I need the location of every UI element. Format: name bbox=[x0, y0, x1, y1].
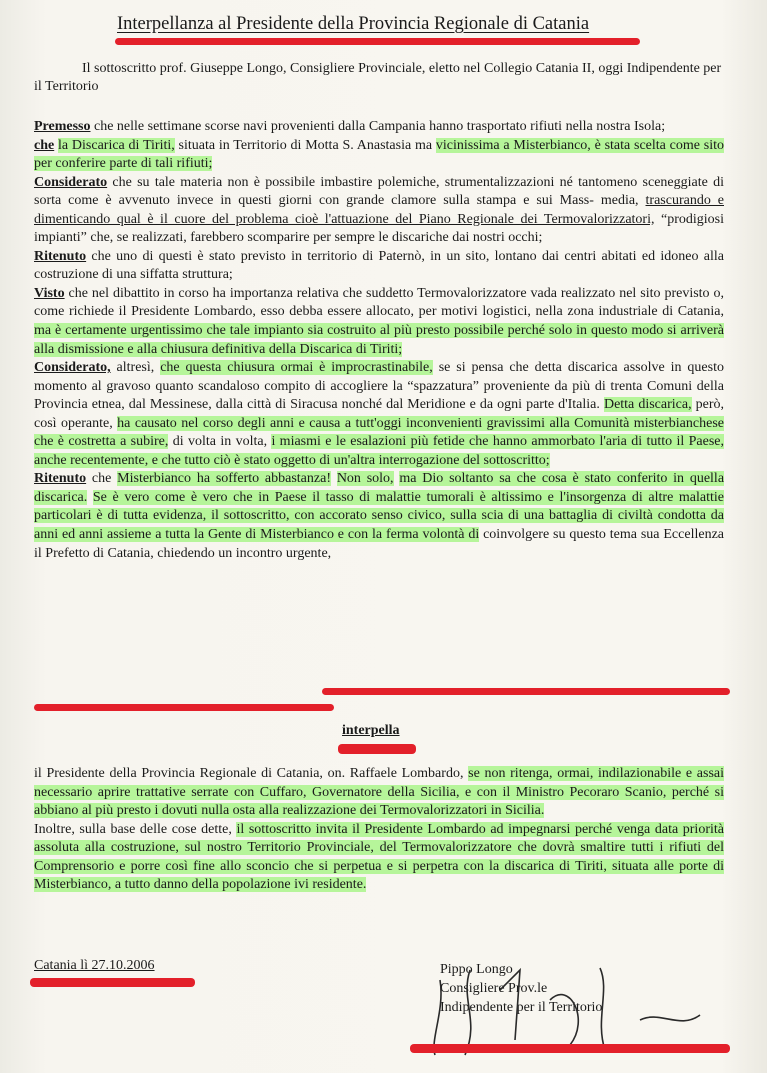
keyword: Considerato bbox=[34, 174, 108, 190]
highlighted-text: i miasmi e le esalazioni più fetide che hanno ammorbato l'aria di tutto il Paese, anche recentemente, e che tutto ciò è stato oggetto di un'altra interrogazione del sottoscritto; bbox=[34, 434, 725, 468]
text: il Presidente della Provincia Regionale di Catania, on. Raffaele Lombardo, bbox=[34, 766, 469, 781]
text: che nel dibattito in corso ha importanza relativa che suddetto Termovalorizzatore vada realizzato nel sito previsto o, come richiede il Presidente Lombardo, esso debba essere allocato, per motivi logistici, nella zona industriale di Catania, bbox=[34, 285, 724, 320]
text: di volta in volta, bbox=[168, 434, 272, 450]
paragraph-considerato bbox=[34, 174, 724, 248]
paragraph-visto bbox=[34, 285, 724, 359]
keyword: che bbox=[34, 137, 55, 153]
text: situata in Territorio di Motta S. Anastasia ma bbox=[174, 137, 436, 153]
text: se si pensa che detta discarica assolve in questo momento al gravoso quanto scandaloso compito di accogliere la “spazzatura” proveniente da più di trenta Comuni della Provincia etnea, dal Messinese, dalla città di Siracusa nonché dal Meridione e da ogni parte d'Italia. bbox=[34, 360, 724, 413]
signature-group: Indipendente per il Territorio bbox=[440, 1000, 603, 1015]
highlighted-text: che questa chiusura ormai è improcrastinabile, bbox=[160, 360, 433, 376]
text: che bbox=[86, 471, 118, 487]
keyword: Visto bbox=[34, 285, 65, 301]
document-date: Catania lì 27.10.2006 bbox=[34, 958, 155, 973]
highlighted-text: ma Dio soltanto sa che cosa è stato conferito in quella discarica. bbox=[34, 471, 725, 505]
text: che su tale materia non è possibile imbastire polemiche, strumentalizzazioni né tantomeno sceneggiate di sorta come è avvenuto invece in questi giorni con grande clamore sulla stampa e sui Mass- media, bbox=[34, 174, 724, 209]
red-marker-date bbox=[30, 978, 195, 987]
red-marker-title bbox=[115, 38, 640, 45]
red-marker-catania bbox=[34, 704, 334, 711]
text: però, così operante, bbox=[34, 397, 725, 431]
highlighted-text: vicinissima a Misterbianco, è stata scelta come sito per conferire parte di tali rifiuti; bbox=[34, 137, 725, 172]
document-body bbox=[34, 118, 724, 563]
keyword: Ritenuto bbox=[34, 471, 87, 487]
paragraph-che bbox=[34, 137, 724, 174]
highlighted-text: ha causato nel corso degli anni e causa a tutt'oggi inconvenienti gravissimi alla Comunità misterbianchese che è costretta a subire, bbox=[34, 415, 724, 450]
text: altresì, bbox=[110, 360, 161, 376]
interpella-heading: interpella bbox=[342, 723, 400, 738]
text: che nelle settimane scorse navi provenienti dalla Campania hanno trasportato rifiuti nella nostra Isola; bbox=[90, 119, 666, 134]
document-title: Interpellanza al Presidente della Provincia Regionale di Catania bbox=[117, 14, 590, 34]
signature-name: Pippo Longo bbox=[440, 962, 513, 977]
paragraph-ritenuto-misterbianco bbox=[34, 470, 724, 563]
keyword: Considerato, bbox=[34, 360, 111, 376]
red-marker-interpella bbox=[338, 744, 416, 754]
text: coinvolgere su questo tema sua Eccellenza il Prefetto di Catania, chiedendo un incontro urgente, bbox=[34, 527, 724, 561]
paragraph-ritenuto bbox=[34, 248, 724, 285]
document-body-after bbox=[34, 765, 724, 895]
text: che uno di questi è stato previsto in territorio di Paternò, in un sito, lontano dai centri abitati ed idoneo alla costruzione di una siffatta struttura; bbox=[34, 248, 724, 283]
highlighted-text: Misterbianco ha sofferto abbastanza! bbox=[117, 471, 331, 487]
intro-paragraph: Il sottoscritto prof. Giuseppe Longo, Consigliere Provinciale, eletto nel Collegio Catania II, oggi Indipendente per il Territorio bbox=[34, 61, 722, 94]
highlighted-text: Detta discarica, bbox=[603, 397, 692, 413]
highlighted-text: Se è vero come è vero che in Paese il tasso di malattie tumorali è altissimo e l'insorgenza di altre malattie particolari è di tutta evidenza, il sottoscritto, con accorato senso civico, sulla scia di una battaglia di civiltà condotta da anni ed anni assieme a tutta la Gente di Misterbianco e con la ferma volontà di bbox=[34, 489, 724, 543]
highlighted-text: la Discarica di Tiriti, bbox=[58, 137, 175, 153]
paragraph-considerato-altresi bbox=[34, 359, 724, 470]
text: Inoltre, sulla base delle cose dette, bbox=[34, 821, 237, 837]
paragraph-inoltre bbox=[34, 821, 724, 895]
highlighted-text: se non ritenga, ormai, indilazionabile e assai necessario aprire trattative serrate con Cuffaro, Governatore della Sicilia, e con il Ministro Pecoraro Scanio, perché si abbiano al più presto i dovuti nulla osta alla realizzazione dei Termovalorizzatori in Sicilia. bbox=[34, 766, 724, 818]
red-marker-prefetto bbox=[322, 688, 730, 695]
signature-role: Consigliere Prov.le bbox=[440, 981, 548, 996]
highlighted-text: Non solo, bbox=[336, 471, 394, 487]
text bbox=[331, 471, 337, 486]
keyword: Premesso bbox=[34, 119, 91, 134]
highlighted-text: ma è certamente urgentissimo che tale impianto sia costruito al più presto possibile perché solo in questo modo si arriverà alla dismissione e alla chiusura definitiva della Discarica di Tiriti; bbox=[34, 323, 724, 357]
paragraph-presidente bbox=[34, 765, 724, 821]
highlighted-text: il sottoscritto invita il Presidente Lombardo ad impegnarsi perché venga data priorità assoluta alla costruzione, sul nostro Territorio Provinciale, del Termovalorizzatore che dovrà smaltire tutti i rifiuti del Comprensorio e porre così fine allo sconcio che si perpetua e si perpetra con la discarica di Tiriti, situata alle porte di Misterbianco, a tutto danno della popolazione ivi residente. bbox=[34, 821, 724, 892]
underlined-text: trascurando e dimenticando qual è il cuore del problema cioè l'attuazione del Piano Regionale dei Termovalorizzatori, bbox=[34, 193, 724, 227]
text: “prodigiosi impianti” che, se realizzati, farebbero scomparire per sempre le discariche dai nostri occhi; bbox=[34, 211, 724, 246]
paragraph-premesso bbox=[34, 118, 724, 137]
keyword: Ritenuto bbox=[34, 248, 87, 264]
red-marker-signature bbox=[410, 1044, 730, 1053]
